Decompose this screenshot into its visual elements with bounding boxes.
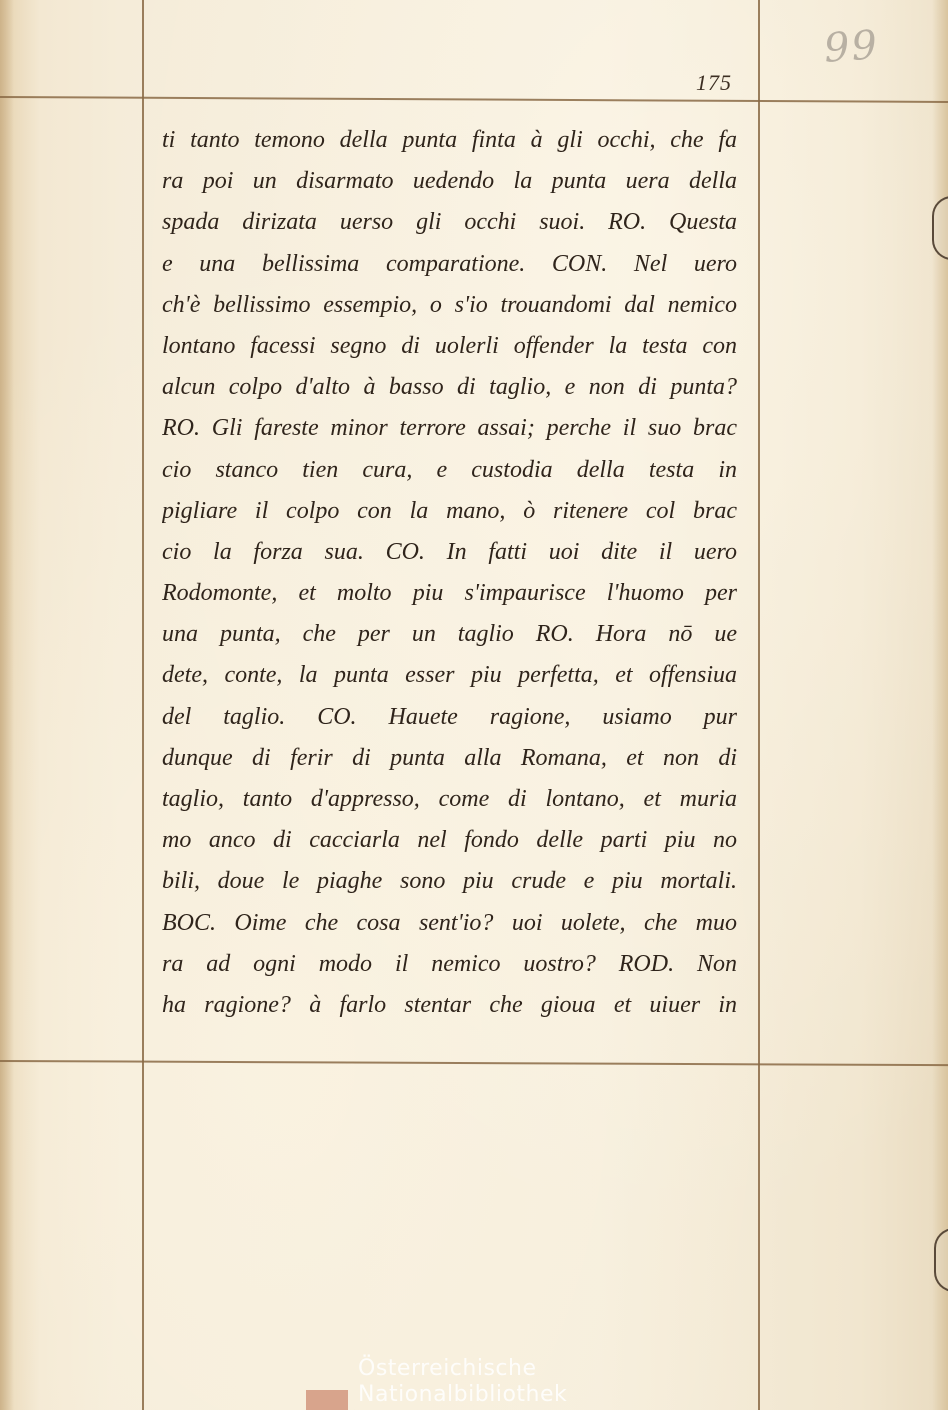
- manuscript-text: [162, 120, 737, 1026]
- page-number: 175: [696, 70, 732, 95]
- side-tab-lower: [934, 1228, 948, 1292]
- text-line: spada dirizata uerso gli occhi suoi. RO. Questa: [162, 209, 737, 236]
- text-line: BOC. Oime che cosa sent'io? uoi uolete, che muo: [162, 909, 737, 936]
- page-binding-edge: [0, 0, 14, 1410]
- watermark-line-1: Österreichische: [358, 1356, 537, 1381]
- library-logo-mark: [306, 1390, 348, 1410]
- text-line: Rodomonte, et molto piu s'impaurisce l'huomo per: [162, 580, 737, 607]
- text-line: ha ragione? à farlo stentar che gioua et uiuer in: [162, 991, 737, 1018]
- text-line: cio la forza sua. CO. In fatti uoi dite il uero: [162, 538, 737, 565]
- text-line: RO. Gli fareste minor terrore assai; perche il suo brac: [162, 415, 737, 442]
- text-line: cio stanco tien cura, e custodia della testa in: [162, 456, 737, 483]
- text-line: ch'è bellissimo essempio, o s'io trouandomi dal nemico: [162, 291, 737, 318]
- text-line: dete, conte, la punta esser piu perfetta, et offensiua: [162, 662, 737, 689]
- text-line: del taglio. CO. Hauete ragione, usiamo pur: [162, 703, 737, 730]
- text-line: una punta, che per un taglio RO. Hora nō ue: [162, 621, 737, 648]
- text-line: dunque di ferir di punta alla Romana, et non di: [162, 744, 737, 771]
- text-line: ra ad ogni modo il nemico uostro? ROD. Non: [162, 950, 737, 977]
- watermark-line-2: Nationalbibliothek: [358, 1382, 568, 1407]
- text-line: pigliare il colpo con la mano, ò ritenere col brac: [162, 497, 737, 524]
- text-line: ti tanto temono della punta finta à gli occhi, che fa: [162, 127, 737, 153]
- text-line: alcun colpo d'alto à basso di taglio, e non di punta?: [162, 374, 737, 401]
- text-line: taglio, tanto d'appresso, come di lontano, et muria: [162, 786, 737, 812]
- library-watermark: [358, 1356, 567, 1408]
- text-line: lontano facessi segno di uolerli offender la testa con: [162, 332, 737, 359]
- text-line: mo anco di cacciarla nel fondo delle parti piu no: [162, 827, 737, 854]
- folio-number: 99: [822, 22, 881, 72]
- left-margin-rule: [142, 0, 144, 1410]
- right-margin-rule: [758, 0, 760, 1410]
- text-line: e una bellissima comparatione. CON. Nel uero: [162, 250, 737, 277]
- side-tab-upper: [932, 196, 948, 260]
- text-line: bili, doue le piaghe sono piu crude e piu mortali.: [162, 868, 737, 895]
- text-line: ra poi un disarmato uedendo la punta uera della: [162, 168, 737, 195]
